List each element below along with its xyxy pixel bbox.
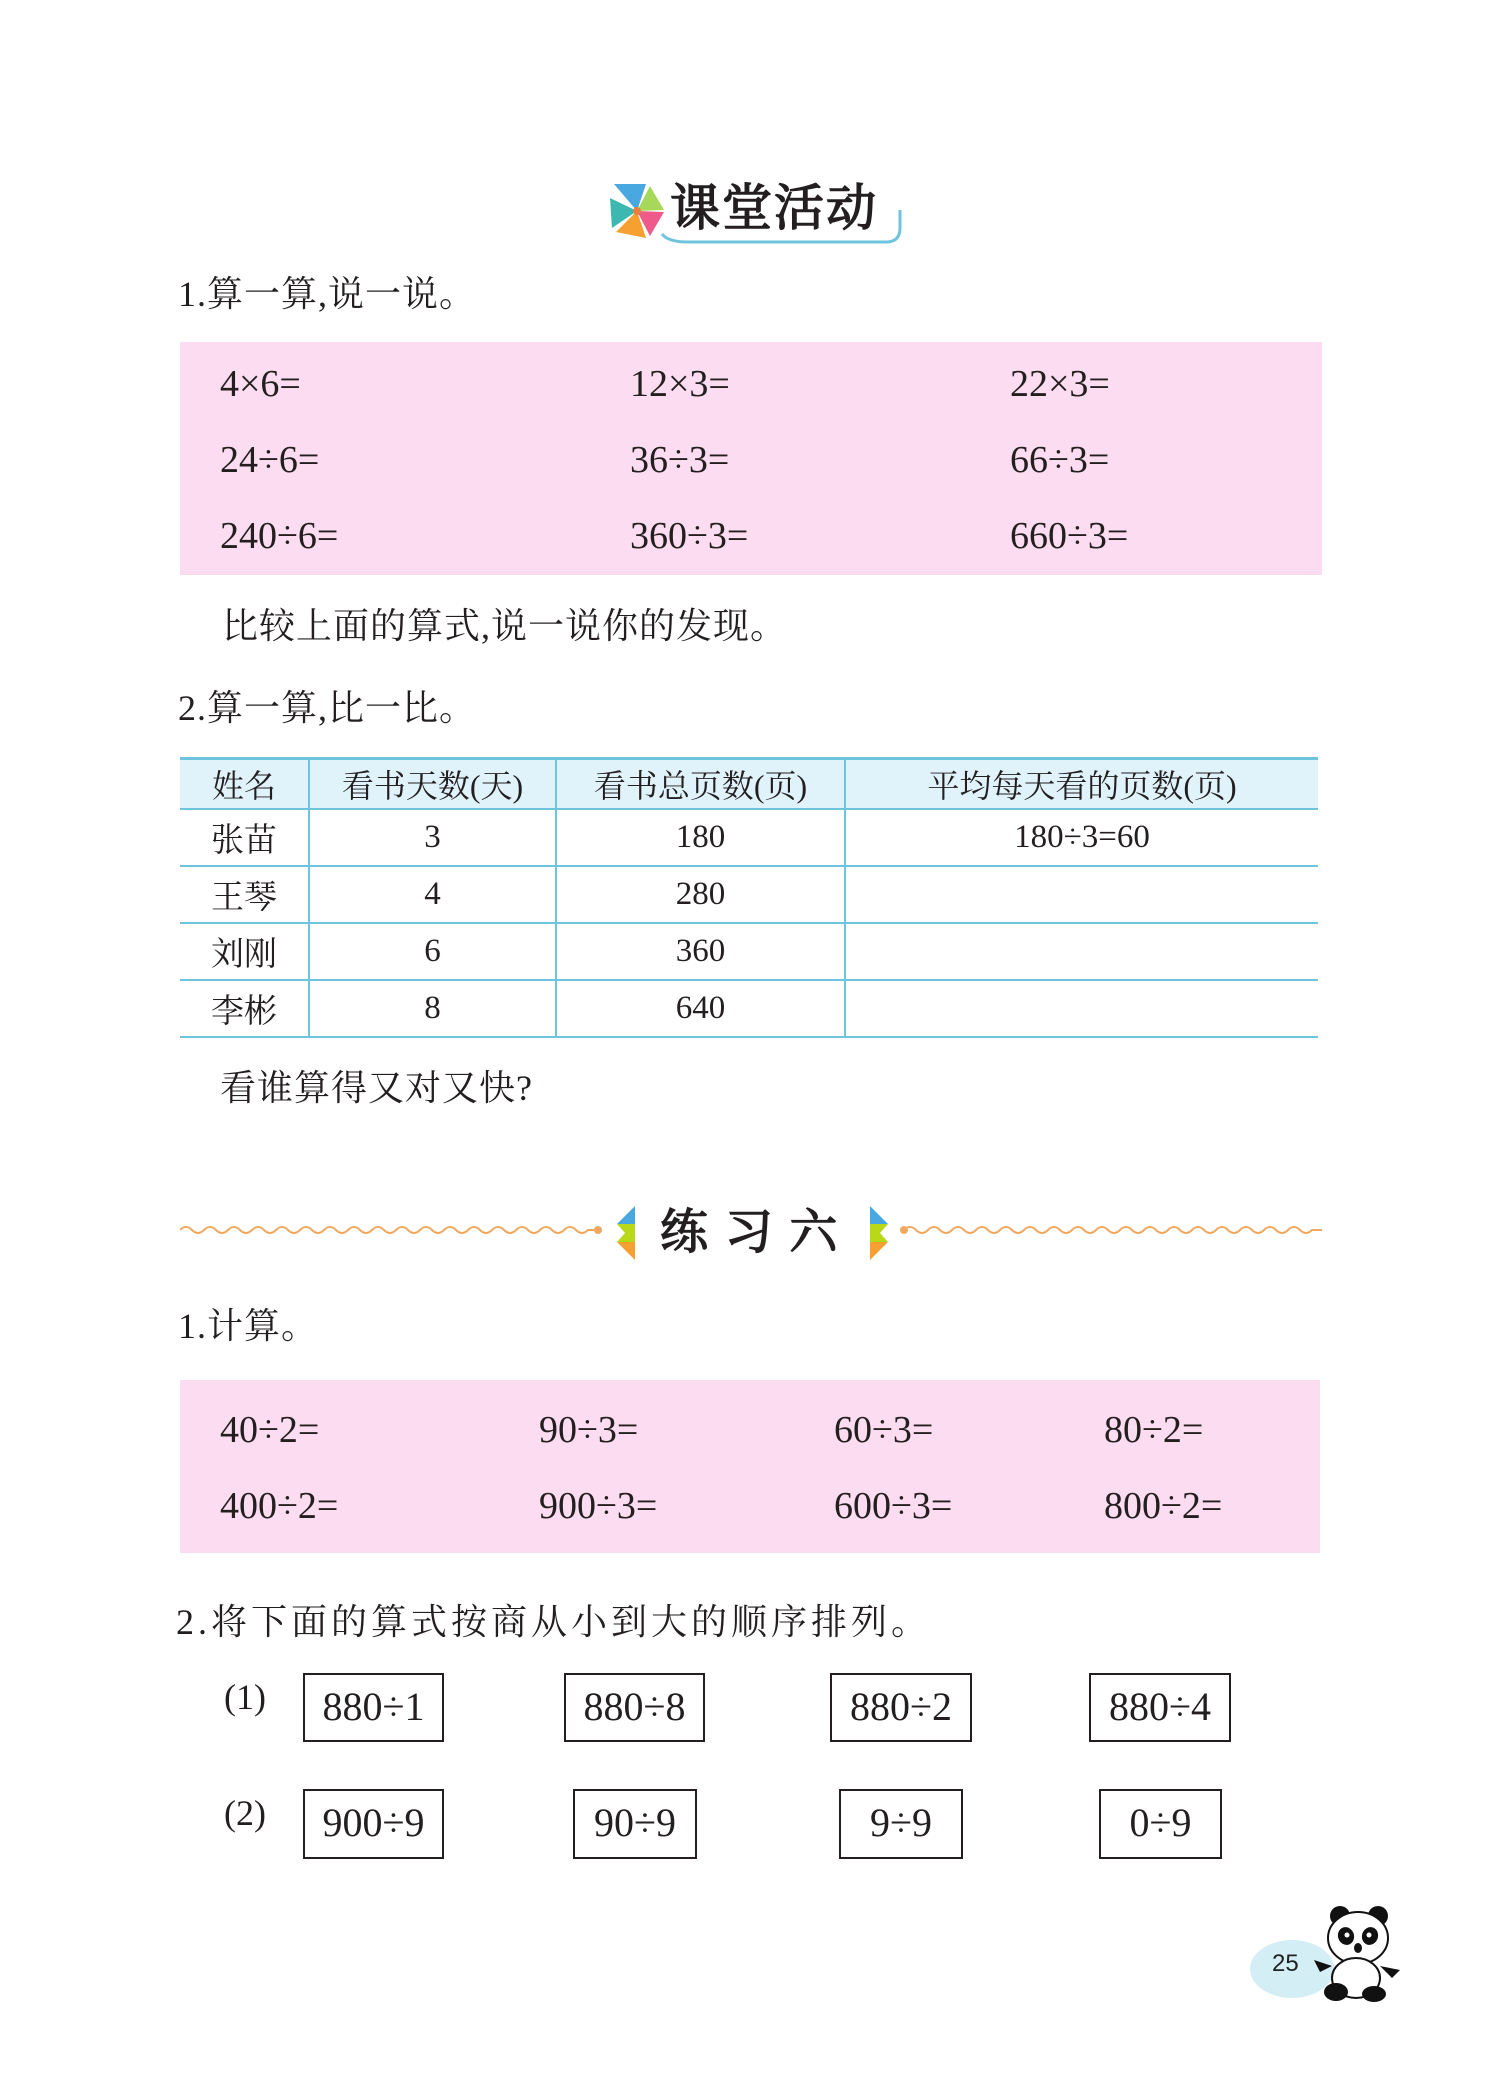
header-days: 看书天数(天) xyxy=(309,759,556,810)
table-row xyxy=(180,980,1318,1037)
section-title-text: 课堂活动 xyxy=(670,179,878,237)
exercise-2-heading: 2.将下面的算式按商从小到大的顺序排列。 xyxy=(176,1602,932,1642)
question-1-heading: 1.算一算,说一说。 xyxy=(178,274,477,314)
expression-box: 880÷2 xyxy=(830,1673,972,1742)
calc-box-1 xyxy=(180,342,1322,575)
expression: 800÷2= xyxy=(1104,1485,1223,1527)
question-2-note: 看谁算得又对又快? xyxy=(220,1068,533,1108)
expression: 600÷3= xyxy=(834,1485,953,1527)
expression: 36÷3= xyxy=(630,439,730,481)
cell-average[interactable]: 180÷3=60 xyxy=(845,809,1318,866)
expression-box: 900÷9 xyxy=(303,1789,444,1859)
header-name: 姓名 xyxy=(180,759,309,810)
question-1-note: 比较上面的算式,说一说你的发现。 xyxy=(222,606,788,646)
page-number: 25 xyxy=(1272,1950,1299,1977)
expression: 360÷3= xyxy=(630,515,749,557)
expression: 12×3= xyxy=(630,363,730,405)
cell-total: 640 xyxy=(556,980,845,1037)
expression: 90÷3= xyxy=(539,1409,639,1451)
reading-table-wrap xyxy=(180,757,1318,1038)
expression-box: 90÷9 xyxy=(573,1789,697,1859)
header-total-pages: 看书总页数(页) xyxy=(556,759,845,810)
cell-average[interactable] xyxy=(845,980,1318,1037)
expression: 40÷2= xyxy=(220,1409,320,1451)
cell-days: 6 xyxy=(309,923,556,980)
cell-total: 360 xyxy=(556,923,845,980)
expression: 400÷2= xyxy=(220,1485,339,1527)
wavy-divider-right xyxy=(898,1220,1322,1240)
expression-box: 880÷4 xyxy=(1089,1673,1231,1742)
expression-box: 0÷9 xyxy=(1099,1789,1222,1859)
table-row xyxy=(180,866,1318,923)
table-row xyxy=(180,923,1318,980)
triangles-left-icon xyxy=(613,1206,637,1260)
cell-total: 180 xyxy=(556,809,845,866)
wavy-divider-left xyxy=(180,1220,604,1240)
expression: 24÷6= xyxy=(220,439,320,481)
cell-days: 4 xyxy=(309,866,556,923)
reading-table xyxy=(180,757,1318,1038)
cell-name: 李彬 xyxy=(180,980,309,1037)
expression-box: 9÷9 xyxy=(839,1789,963,1859)
triangles-right-icon xyxy=(868,1206,892,1260)
expression: 900÷3= xyxy=(539,1485,658,1527)
cell-name: 王琴 xyxy=(180,866,309,923)
expression: 60÷3= xyxy=(834,1409,934,1451)
expression: 240÷6= xyxy=(220,515,339,557)
section-title-exercise-6: 练 习 六 xyxy=(660,1204,838,1260)
expression: 4×6= xyxy=(220,363,301,405)
section-title-classroom-activity xyxy=(606,172,906,244)
header-avg-pages: 平均每天看的页数(页) xyxy=(845,759,1318,810)
expression-box: 880÷8 xyxy=(564,1673,705,1742)
expression: 80÷2= xyxy=(1104,1409,1204,1451)
expression-box: 880÷1 xyxy=(303,1673,444,1742)
cell-days: 8 xyxy=(309,980,556,1037)
cell-total: 280 xyxy=(556,866,845,923)
calc-box-2 xyxy=(180,1380,1320,1553)
table-header-row xyxy=(180,759,1318,810)
cell-name: 刘刚 xyxy=(180,923,309,980)
exercise-1-heading: 1.计算。 xyxy=(178,1306,319,1346)
expression: 22×3= xyxy=(1010,363,1110,405)
cell-name: 张苗 xyxy=(180,809,309,866)
group-2-label: (2) xyxy=(224,1793,266,1833)
group-1-label: (1) xyxy=(224,1677,266,1717)
expression: 660÷3= xyxy=(1010,515,1129,557)
panda-icon xyxy=(1312,1902,1402,2002)
table-row xyxy=(180,809,1318,866)
question-2-heading: 2.算一算,比一比。 xyxy=(178,688,477,728)
cell-average[interactable] xyxy=(845,923,1318,980)
cell-days: 3 xyxy=(309,809,556,866)
cell-average[interactable] xyxy=(845,866,1318,923)
expression: 66÷3= xyxy=(1010,439,1110,481)
